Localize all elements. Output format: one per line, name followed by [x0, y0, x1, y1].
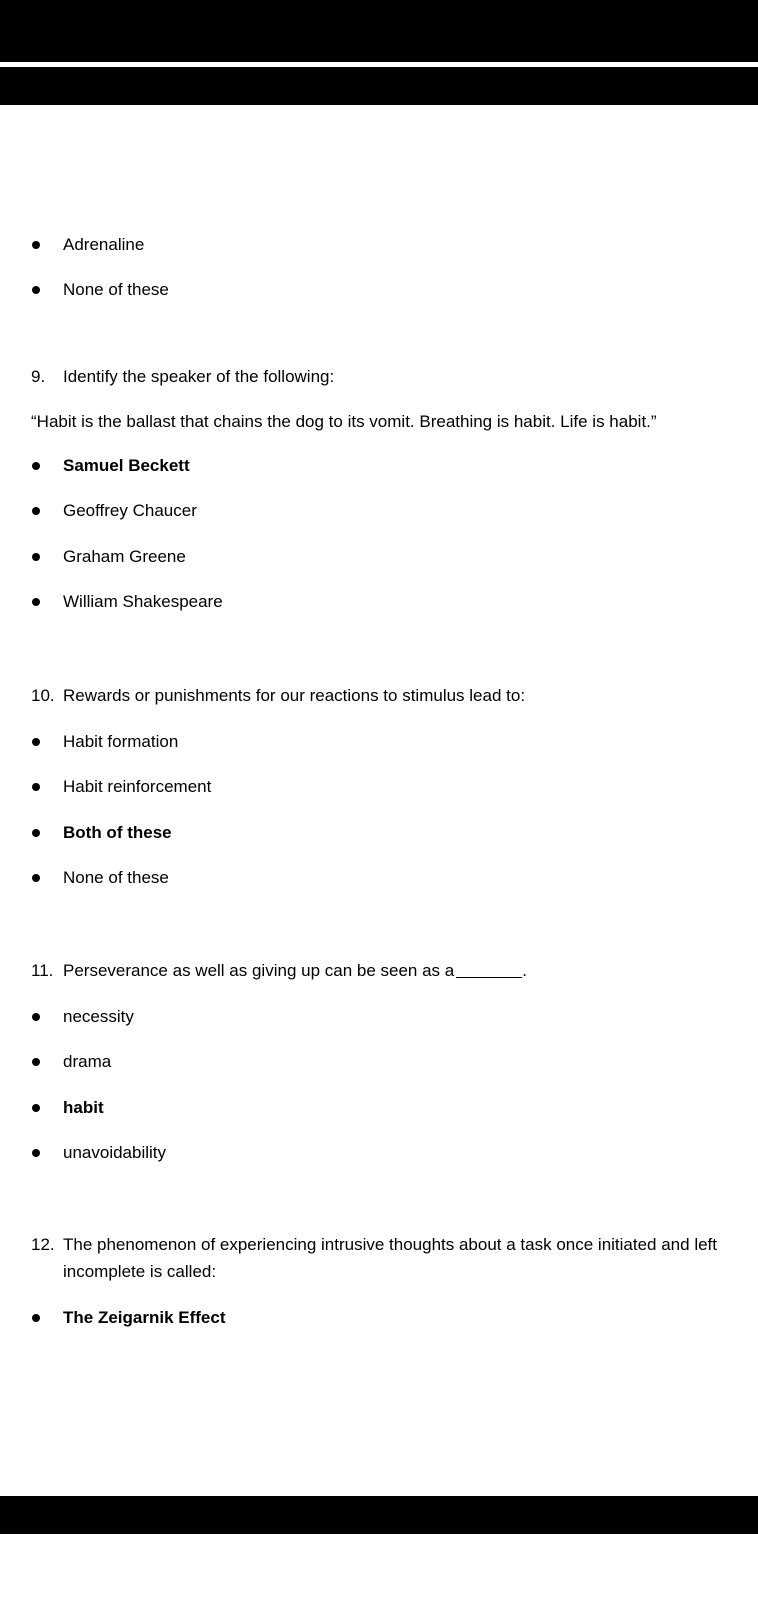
bullet-icon [32, 1149, 40, 1157]
top-black-band [0, 67, 758, 105]
bullet-icon [32, 829, 40, 837]
bullet-icon [32, 1104, 40, 1112]
bullet-icon [32, 783, 40, 791]
bullet-icon [32, 553, 40, 561]
bullet-icon [32, 598, 40, 606]
option-q11-b: drama [63, 1052, 112, 1071]
option-q11-d: unavoidability [63, 1143, 167, 1162]
bullet-icon [32, 874, 40, 882]
question-10-number: 10. [31, 686, 55, 705]
bullet-icon [32, 462, 40, 470]
question-9-quote: “Habit is the ballast that chains the dog to its vomit. Breathing is habit. Life is habit.” [31, 412, 657, 431]
bullet-icon [32, 241, 40, 249]
option-q11-answer: habit [63, 1098, 104, 1117]
option-q10-a: Habit formation [63, 732, 179, 751]
question-11-number: 11. [31, 961, 54, 980]
option-q8-none: None of these [63, 280, 169, 299]
top-black-bar [0, 0, 758, 62]
option-q8-adrenaline: Adrenaline [63, 235, 145, 254]
option-q10-b: Habit reinforcement [63, 777, 212, 796]
question-12-text-line1: The phenomenon of experiencing intrusive thoughts about a task once initiated and left [63, 1235, 717, 1254]
bullet-icon [32, 286, 40, 294]
answer-blank [456, 961, 522, 978]
option-q10-answer: Both of these [63, 823, 172, 842]
bullet-icon [32, 1314, 40, 1322]
question-9-number: 9. [31, 367, 46, 386]
bottom-black-bar [0, 1496, 758, 1534]
bullet-icon [32, 507, 40, 515]
question-9-text: Identify the speaker of the following: [63, 367, 335, 386]
question-11-text [63, 961, 527, 981]
option-q9-d: William Shakespeare [63, 592, 223, 611]
option-q12-answer: The Zeigarnik Effect [63, 1308, 226, 1327]
option-q10-d: None of these [63, 868, 169, 887]
question-11-text-start: Perseverance as well as giving up can be seen as a [63, 961, 455, 980]
question-12-text-line2: incomplete is called: [63, 1262, 217, 1281]
question-11-text-end: . [522, 961, 527, 980]
option-q9-answer: Samuel Beckett [63, 456, 190, 475]
bullet-icon [32, 1013, 40, 1021]
bullet-icon [32, 738, 40, 746]
bullet-icon [32, 1058, 40, 1066]
option-q9-c: Graham Greene [63, 547, 186, 566]
question-10-text: Rewards or punishments for our reactions to stimulus lead to: [63, 686, 526, 705]
question-12-number: 12. [31, 1235, 55, 1254]
option-q11-a: necessity [63, 1007, 134, 1026]
option-q9-b: Geoffrey Chaucer [63, 501, 197, 520]
